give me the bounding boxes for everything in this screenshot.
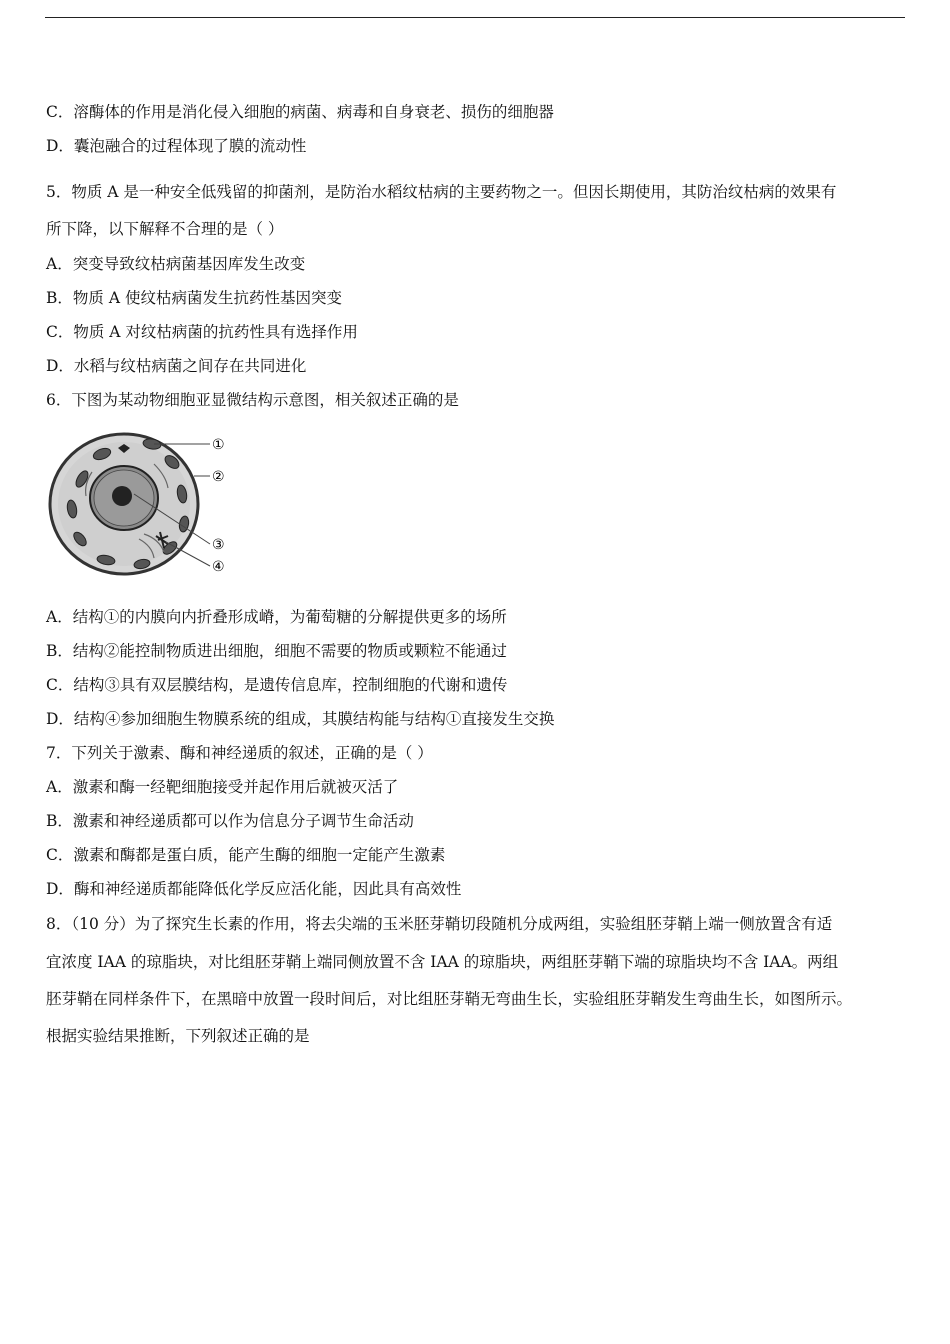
q7-option-b: B．激素和神经递质都可以作为信息分子调节生命活动 <box>46 812 414 830</box>
q7-option-c: C．激素和酶都是蛋白质，能产生酶的细胞一定能产生激素 <box>46 846 446 864</box>
animal-cell-diagram <box>44 424 244 584</box>
header-rule <box>45 17 905 18</box>
q6-option-b: B．结构②能控制物质进出细胞，细胞不需要的物质或颗粒不能通过 <box>46 642 507 660</box>
q6-option-c: C．结构③具有双层膜结构，是遗传信息库，控制细胞的代谢和遗传 <box>46 676 508 694</box>
q8-stem-line3: 胚芽鞘在同样条件下，在黑暗中放置一段时间后，对比组胚芽鞘无弯曲生长，实验组胚芽鞘发生弯曲生长，如图所示。 <box>46 990 853 1008</box>
q5-stem-line2: 所下降，以下解释不合理的是（ ） <box>46 220 284 238</box>
q7-stem: 7．下列关于激素、酶和神经递质的叙述，正确的是（ ） <box>46 744 433 762</box>
q5-option-b: B．物质 A 使纹枯病菌发生抗药性基因突变 <box>46 289 342 307</box>
q5-option-c: C．物质 A 对纹枯病菌的抗药性具有选择作用 <box>46 323 358 341</box>
q8-stem-line1: 8．（10 分）为了探究生长素的作用，将去尖端的玉米胚芽鞘切段随机分成两组，实验组胚芽鞘上端一侧放置含有适 <box>46 915 833 933</box>
q5-option-a: A．突变导致纹枯病菌基因库发生改变 <box>46 255 306 273</box>
q8-stem-line2: 宜浓度 IAA 的琼脂块，对比组胚芽鞘上端同侧放置不含 IAA 的琼脂块，两组胚芽鞘下端的琼脂块均不含 IAA。两组 <box>46 953 839 971</box>
q4-option-c: C．溶酶体的作用是消化侵入细胞的病菌、病毒和自身衰老、损伤的细胞器 <box>46 103 554 121</box>
figure-label-2: ② <box>212 469 225 485</box>
q6-option-a: A．结构①的内膜向内折叠形成嵴，为葡萄糖的分解提供更多的场所 <box>46 608 507 626</box>
q7-option-d: D．酶和神经递质都能降低化学反应活化能，因此具有高效性 <box>46 880 462 898</box>
animal-cell-svg <box>44 424 244 584</box>
q5-stem-line1: 5．物质 A 是一种安全低残留的抑菌剂，是防治水稻纹枯病的主要药物之一。但因长期使用，其防治纹枯病的效果有 <box>46 183 837 201</box>
q7-option-a: A．激素和酶一经靶细胞接受并起作用后就被灭活了 <box>46 778 399 796</box>
q6-stem: 6．下图为某动物细胞亚显微结构示意图，相关叙述正确的是 <box>46 391 459 409</box>
q6-option-d: D．结构④参加细胞生物膜系统的组成，其膜结构能与结构①直接发生交换 <box>46 710 555 728</box>
q5-option-d: D．水稻与纹枯病菌之间存在共同进化 <box>46 357 307 375</box>
figure-label-3: ③ <box>212 537 225 553</box>
q8-stem-line4: 根据实验结果推断，下列叙述正确的是 <box>46 1027 310 1045</box>
q4-option-d: D．囊泡融合的过程体现了膜的流动性 <box>46 137 307 155</box>
figure-label-4: ④ <box>212 559 225 575</box>
nucleolus <box>112 486 132 506</box>
figure-label-1: ① <box>212 437 225 453</box>
